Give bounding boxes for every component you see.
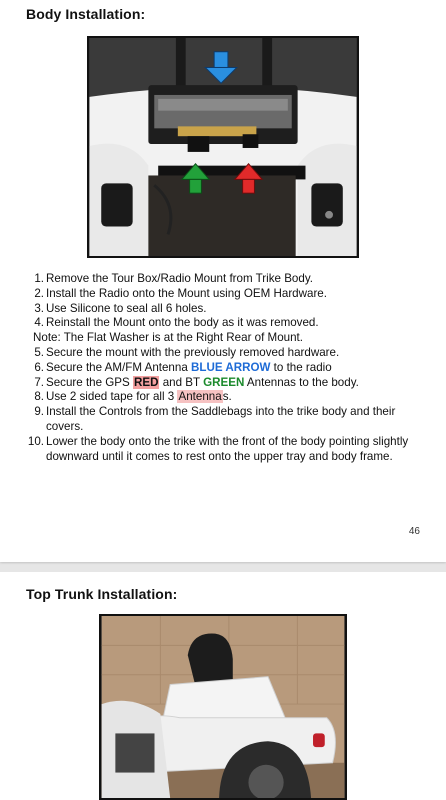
list-item: 2. Install the Radio onto the Mount using OEM Hardware. — [34, 286, 327, 300]
list-item: 5. Secure the mount with the previously removed hardware. — [34, 345, 340, 359]
radio-mount-photo — [87, 36, 359, 258]
list-item: 3. Use Silicone to seal all 6 holes. — [34, 301, 207, 315]
blue-arrow-label: BLUE ARROW — [191, 360, 271, 374]
list-item: 8. Use 2 sided tape for all 3 Antennas. — [34, 390, 232, 404]
list-item: 7. Secure the GPS RED and BT GREEN Antennas to the body. — [34, 375, 359, 389]
list-item: 6. Secure the AM/FM Antenna BLUE ARROW to the radio — [34, 360, 332, 374]
note-item: Note: The Flat Washer is at the Right Rear of Mount. — [33, 331, 303, 345]
antenna-highlight: Antenna — [178, 390, 222, 404]
list-item: 1. Remove the Tour Box/Radio Mount from Trike Body. — [34, 272, 313, 285]
red-highlight-label: RED — [134, 375, 159, 389]
section-heading-top-trunk-installation: Top Trunk Installation: — [26, 586, 178, 602]
top-trunk-photo — [99, 614, 347, 800]
section-heading-body-installation: Body Installation: — [26, 6, 146, 22]
document-page-47 — [0, 572, 446, 800]
installation-steps-list — [26, 272, 418, 464]
page-number: 46 — [408, 526, 420, 537]
green-highlight-label: GREEN — [203, 375, 245, 389]
list-item: 9. Install the Controls from the Saddlebags into the trike body and their covers. — [34, 405, 396, 433]
radio-mount-illustration — [89, 38, 357, 256]
top-trunk-illustration — [101, 616, 345, 798]
list-item: 4. Reinstall the Mount onto the body as it was removed. — [34, 316, 319, 330]
list-item: 10. Lower the body onto the trike with the front of the body pointing slightly downward until it comes to rest onto the upper tray and body frame. — [27, 434, 409, 463]
